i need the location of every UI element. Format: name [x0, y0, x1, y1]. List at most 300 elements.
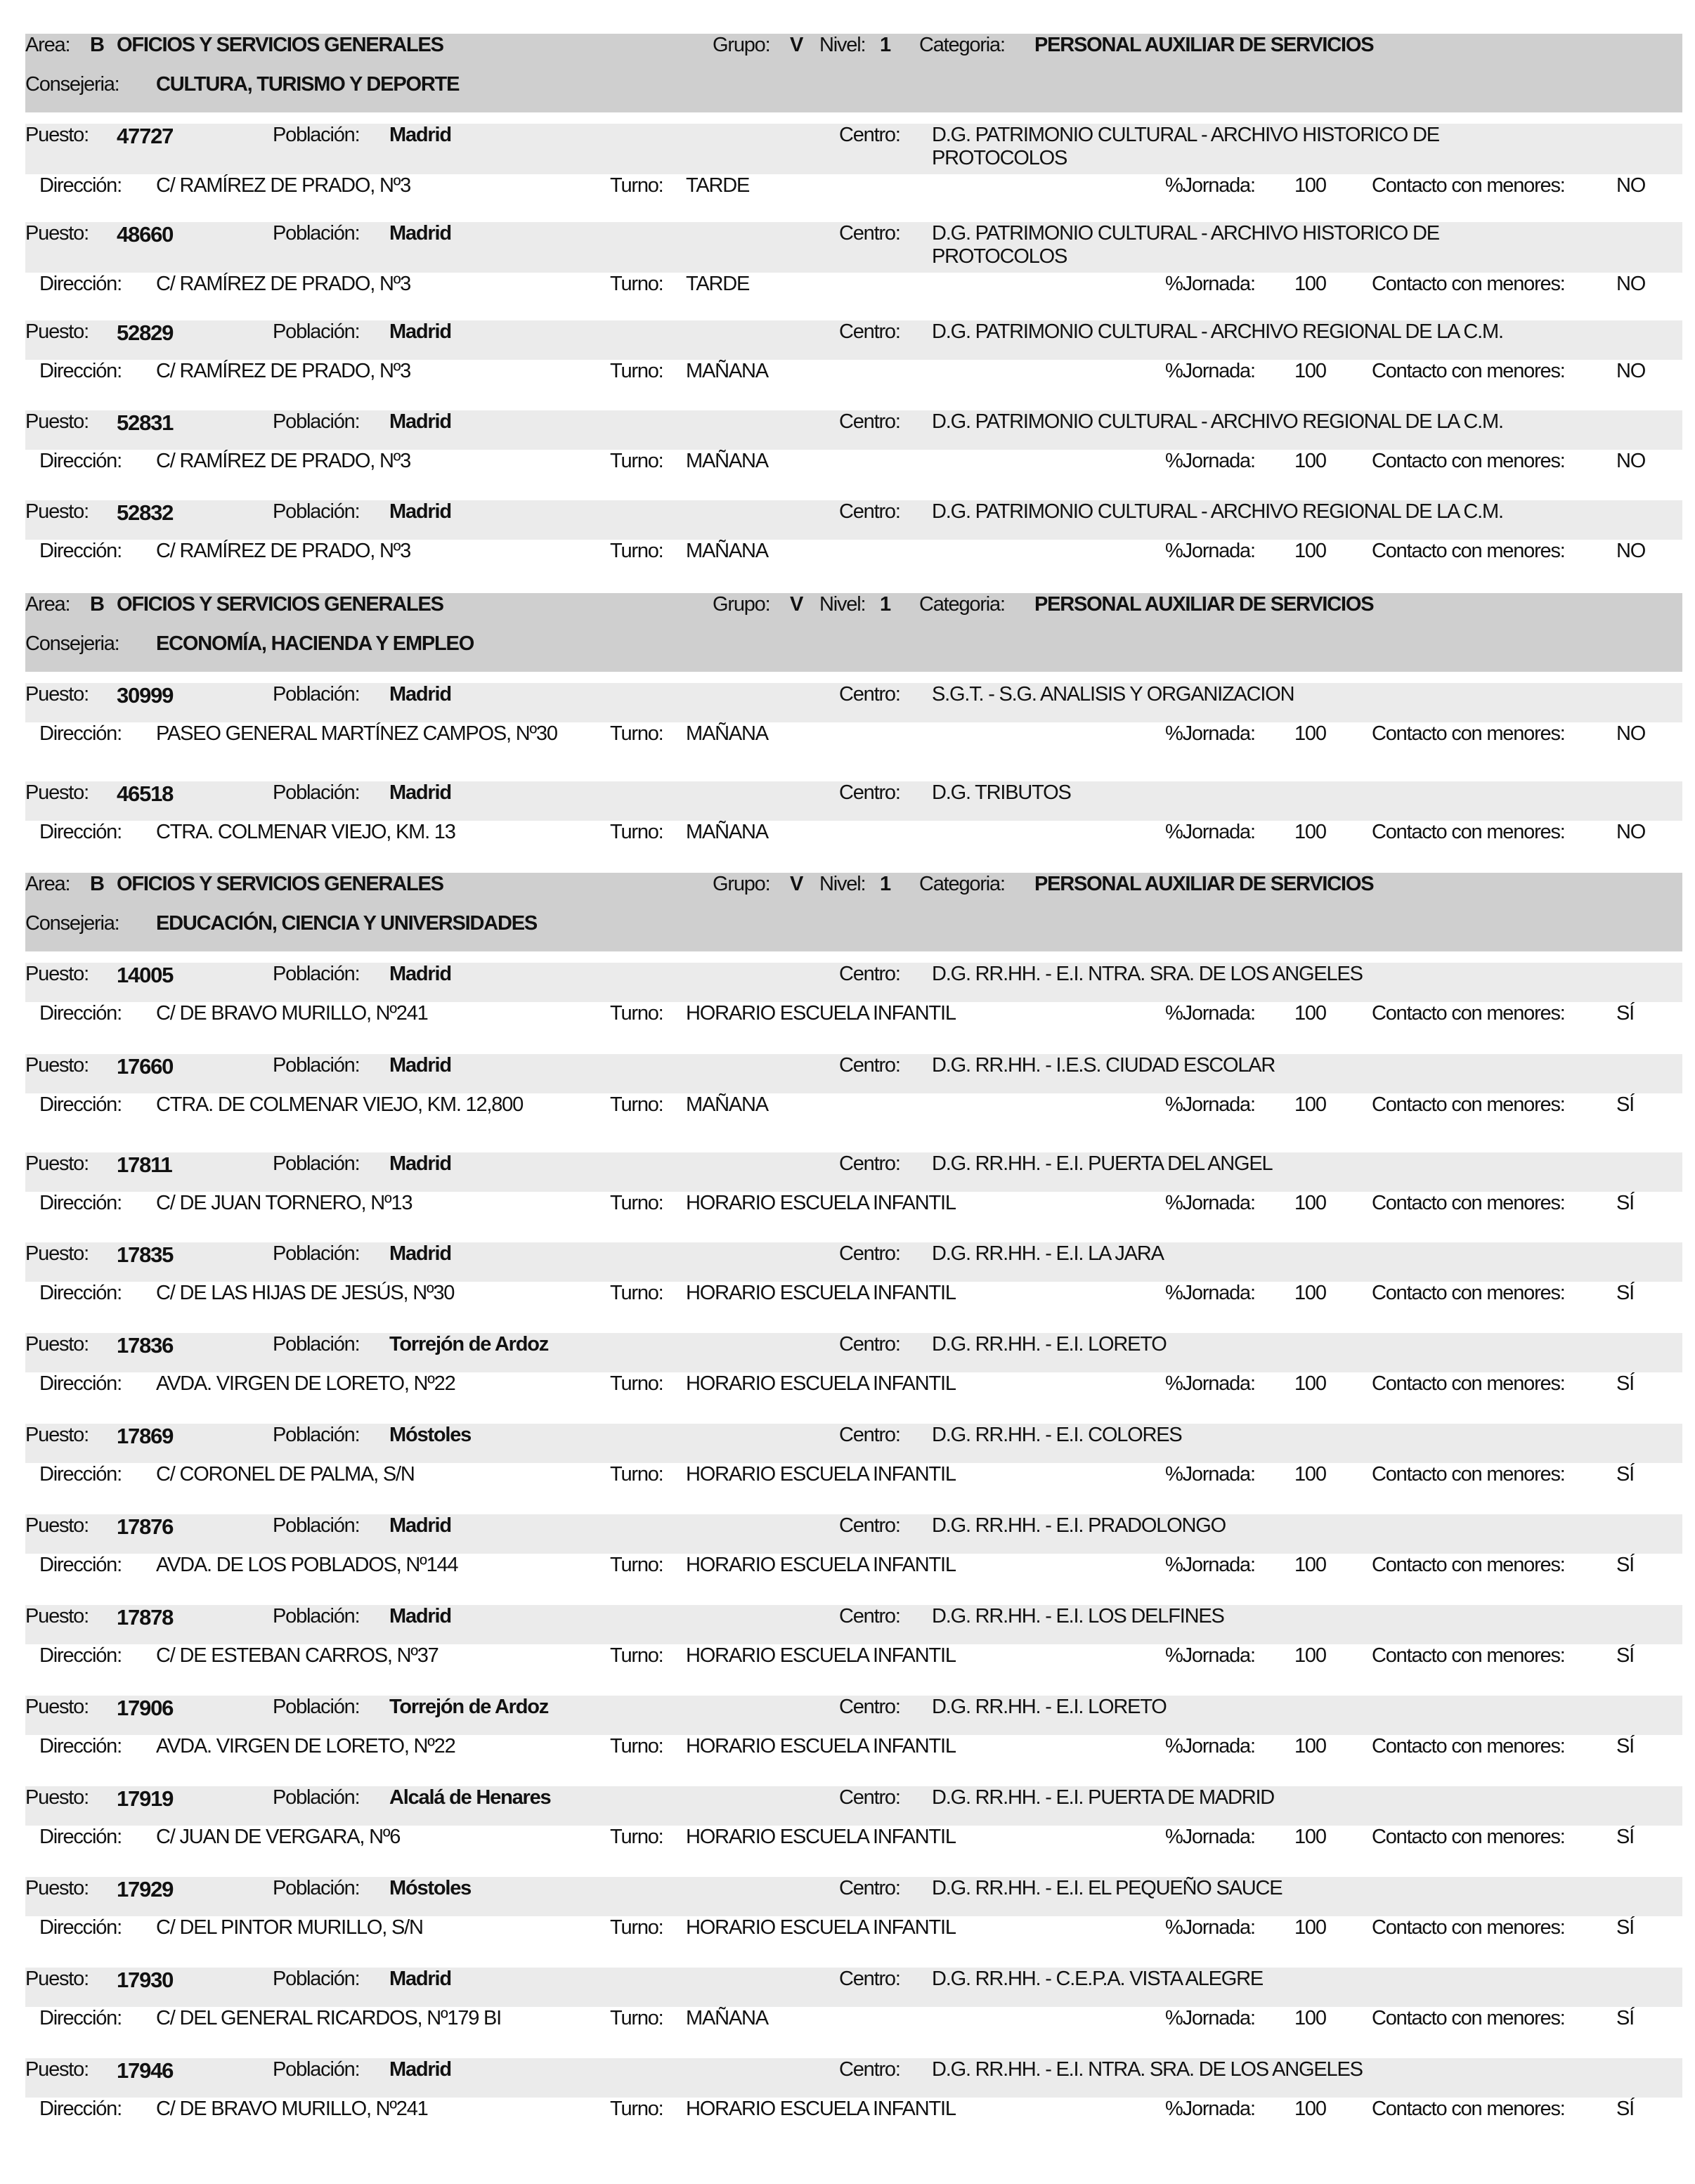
direccion-value: C/ DE ESTEBAN CARROS, Nº37 — [156, 1644, 439, 1667]
jornada-value: 100 — [1294, 1644, 1326, 1667]
direccion-value: C/ DE BRAVO MURILLO, Nº241 — [156, 2098, 428, 2120]
contacto-value: SÍ — [1616, 1554, 1634, 1576]
entry-puesto-row — [25, 1696, 1682, 1735]
jornada-label: %Jornada: — [1165, 1735, 1255, 1757]
centro-value: D.G. RR.HH. - E.I. PUERTA DEL ANGEL — [932, 1152, 1273, 1175]
direccion-label: Dirección: — [39, 1735, 122, 1757]
puesto-label: Puesto: — [25, 1514, 89, 1537]
consejeria-label: Consejeria: — [25, 73, 119, 96]
puesto-label: Puesto: — [25, 1968, 89, 1990]
puesto-label: Puesto: — [25, 1696, 89, 1718]
centro-label: Centro: — [839, 222, 900, 245]
puesto-number: 17835 — [117, 1242, 174, 1267]
contacto-value: NO — [1616, 540, 1646, 562]
jornada-label: %Jornada: — [1165, 1192, 1255, 1214]
contacto-label: Contacto con menores: — [1372, 450, 1565, 472]
puesto-number: 14005 — [117, 963, 174, 987]
puesto-number: 47727 — [117, 124, 174, 148]
direccion-value: C/ RAMÍREZ DE PRADO, Nº3 — [156, 450, 411, 472]
direccion-value: C/ RAMÍREZ DE PRADO, Nº3 — [156, 273, 411, 295]
centro-label: Centro: — [839, 1514, 900, 1537]
contacto-label: Contacto con menores: — [1372, 1916, 1565, 1939]
turno-value: TARDE — [686, 174, 750, 197]
categoria-label: Categoria: — [919, 34, 1005, 56]
jornada-label: %Jornada: — [1165, 1463, 1255, 1486]
centro-value: S.G.T. - S.G. ANALISIS Y ORGANIZACION — [932, 683, 1294, 706]
turno-label: Turno: — [610, 360, 663, 382]
direccion-value: C/ DE BRAVO MURILLO, Nº241 — [156, 1002, 428, 1025]
puesto-label: Puesto: — [25, 222, 89, 245]
categoria-value: PERSONAL AUXILIAR DE SERVICIOS — [1034, 34, 1374, 56]
puesto-number: 52832 — [117, 500, 174, 525]
turno-label: Turno: — [610, 1093, 663, 1116]
entry-direccion-row — [25, 2007, 1682, 2032]
turno-value: MAÑANA — [686, 450, 768, 472]
consejeria-label: Consejeria: — [25, 632, 119, 655]
turno-label: Turno: — [610, 1463, 663, 1486]
area-code: B — [90, 873, 104, 895]
consejeria-label: Consejeria: — [25, 912, 119, 935]
jornada-label: %Jornada: — [1165, 174, 1255, 197]
area-label: Area: — [25, 873, 70, 895]
poblacion-value: Madrid — [389, 124, 451, 146]
entry-direccion-row — [25, 1282, 1682, 1307]
turno-label: Turno: — [610, 1282, 663, 1304]
centro-label: Centro: — [839, 1696, 900, 1718]
jornada-label: %Jornada: — [1165, 1372, 1255, 1395]
puesto-number: 17946 — [117, 2058, 174, 2083]
direccion-value: C/ DEL PINTOR MURILLO, S/N — [156, 1916, 423, 1939]
poblacion-label: Población: — [273, 410, 360, 433]
direccion-value: AVDA. VIRGEN DE LORETO, Nº22 — [156, 1372, 455, 1395]
contacto-label: Contacto con menores: — [1372, 1735, 1565, 1757]
centro-label: Centro: — [839, 683, 900, 706]
turno-value: HORARIO ESCUELA INFANTIL — [686, 1644, 956, 1667]
contacto-label: Contacto con menores: — [1372, 1554, 1565, 1576]
centro-value: D.G. RR.HH. - E.I. PRADOLONGO — [932, 1514, 1226, 1537]
area-label: Area: — [25, 593, 70, 616]
puesto-number: 17906 — [117, 1696, 174, 1720]
centro-value: D.G. RR.HH. - E.I. NTRA. SRA. DE LOS ANGELES — [932, 2058, 1363, 2081]
puesto-number: 17878 — [117, 1605, 174, 1630]
poblacion-label: Población: — [273, 781, 360, 804]
puesto-label: Puesto: — [25, 1333, 89, 1356]
poblacion-value: Madrid — [389, 320, 451, 343]
turno-label: Turno: — [610, 1826, 663, 1848]
turno-value: HORARIO ESCUELA INFANTIL — [686, 2098, 956, 2120]
jornada-value: 100 — [1294, 450, 1326, 472]
area-name: OFICIOS Y SERVICIOS GENERALES — [117, 34, 443, 56]
entry-direccion-row — [25, 821, 1682, 846]
centro-label: Centro: — [839, 1605, 900, 1627]
contacto-label: Contacto con menores: — [1372, 1826, 1565, 1848]
entry-direccion-row — [25, 1644, 1682, 1670]
contacto-value: NO — [1616, 174, 1646, 197]
poblacion-value: Madrid — [389, 500, 451, 523]
section-header — [25, 34, 1682, 112]
jornada-label: %Jornada: — [1165, 1554, 1255, 1576]
entry-direccion-row — [25, 273, 1682, 298]
entry-direccion-row — [25, 1002, 1682, 1027]
entry-puesto-row — [25, 222, 1682, 273]
turno-value: HORARIO ESCUELA INFANTIL — [686, 1826, 956, 1848]
direccion-value: C/ DEL GENERAL RICARDOS, Nº179 BI — [156, 2007, 501, 2029]
contacto-label: Contacto con menores: — [1372, 1282, 1565, 1304]
puesto-number: 17811 — [117, 1152, 172, 1177]
area-code: B — [90, 34, 104, 56]
centro-label: Centro: — [839, 1054, 900, 1077]
direccion-label: Dirección: — [39, 1644, 122, 1667]
section-header — [25, 873, 1682, 951]
puesto-label: Puesto: — [25, 683, 89, 706]
puesto-number: 30999 — [117, 683, 174, 708]
direccion-value: AVDA. DE LOS POBLADOS, Nº144 — [156, 1554, 458, 1576]
puesto-number: 17929 — [117, 1877, 174, 1902]
grupo-value: V — [790, 34, 803, 56]
jornada-value: 100 — [1294, 821, 1326, 843]
entry-direccion-row — [25, 1463, 1682, 1488]
poblacion-value: Madrid — [389, 683, 451, 706]
poblacion-label: Población: — [273, 963, 360, 985]
area-name: OFICIOS Y SERVICIOS GENERALES — [117, 593, 443, 616]
turno-value: MAÑANA — [686, 1093, 768, 1116]
entry-puesto-row — [25, 1605, 1682, 1644]
entry-direccion-row — [25, 540, 1682, 565]
turno-value: MAÑANA — [686, 360, 768, 382]
turno-value: MAÑANA — [686, 2007, 768, 2029]
grupo-label: Grupo: — [713, 34, 770, 56]
turno-label: Turno: — [610, 2007, 663, 2029]
poblacion-label: Población: — [273, 1424, 360, 1446]
jornada-label: %Jornada: — [1165, 540, 1255, 562]
puesto-label: Puesto: — [25, 1242, 89, 1265]
centro-value: D.G. RR.HH. - E.I. PUERTA DE MADRID — [932, 1786, 1275, 1809]
turno-value: HORARIO ESCUELA INFANTIL — [686, 1002, 956, 1025]
poblacion-value: Madrid — [389, 963, 451, 985]
entry-direccion-row — [25, 360, 1682, 385]
direccion-label: Dirección: — [39, 1002, 122, 1025]
entry-puesto-row — [25, 683, 1682, 722]
jornada-label: %Jornada: — [1165, 722, 1255, 745]
nivel-value: 1 — [880, 873, 890, 895]
contacto-label: Contacto con menores: — [1372, 1644, 1565, 1667]
poblacion-value: Madrid — [389, 1152, 451, 1175]
contacto-value: SÍ — [1616, 1826, 1634, 1848]
categoria-value: PERSONAL AUXILIAR DE SERVICIOS — [1034, 873, 1374, 895]
direccion-label: Dirección: — [39, 1916, 122, 1939]
jornada-value: 100 — [1294, 1826, 1326, 1848]
poblacion-label: Población: — [273, 1605, 360, 1627]
contacto-label: Contacto con menores: — [1372, 821, 1565, 843]
consejeria-value: ECONOMÍA, HACIENDA Y EMPLEO — [156, 632, 474, 655]
turno-value: HORARIO ESCUELA INFANTIL — [686, 1735, 956, 1757]
turno-label: Turno: — [610, 821, 663, 843]
jornada-label: %Jornada: — [1165, 1826, 1255, 1848]
direccion-label: Dirección: — [39, 360, 122, 382]
turno-label: Turno: — [610, 1916, 663, 1939]
turno-value: HORARIO ESCUELA INFANTIL — [686, 1916, 956, 1939]
centro-label: Centro: — [839, 320, 900, 343]
turno-value: HORARIO ESCUELA INFANTIL — [686, 1372, 956, 1395]
centro-value: D.G. PATRIMONIO CULTURAL - ARCHIVO HISTORICO DE PROTOCOLOS — [932, 222, 1439, 268]
direccion-label: Dirección: — [39, 273, 122, 295]
centro-label: Centro: — [839, 500, 900, 523]
jornada-value: 100 — [1294, 2098, 1326, 2120]
centro-value: D.G. PATRIMONIO CULTURAL - ARCHIVO REGIONAL DE LA C.M. — [932, 410, 1503, 433]
turno-value: HORARIO ESCUELA INFANTIL — [686, 1554, 956, 1576]
jornada-value: 100 — [1294, 174, 1326, 197]
entry-puesto-row — [25, 124, 1682, 174]
jornada-value: 100 — [1294, 1372, 1326, 1395]
entry-puesto-row — [25, 1514, 1682, 1554]
poblacion-value: Torrejón de Ardoz — [389, 1333, 549, 1356]
contacto-value: SÍ — [1616, 1093, 1634, 1116]
puesto-number: 17876 — [117, 1514, 174, 1539]
jornada-label: %Jornada: — [1165, 1093, 1255, 1116]
centro-label: Centro: — [839, 963, 900, 985]
poblacion-value: Madrid — [389, 781, 451, 804]
turno-value: MAÑANA — [686, 722, 768, 745]
direccion-label: Dirección: — [39, 2007, 122, 2029]
contacto-value: SÍ — [1616, 1372, 1634, 1395]
contacto-value: SÍ — [1616, 2007, 1634, 2029]
centro-value: D.G. RR.HH. - E.I. COLORES — [932, 1424, 1182, 1446]
poblacion-value: Madrid — [389, 1968, 451, 1990]
centro-label: Centro: — [839, 1242, 900, 1265]
direccion-label: Dirección: — [39, 1282, 122, 1304]
puesto-number: 17930 — [117, 1968, 174, 1992]
poblacion-value: Madrid — [389, 2058, 451, 2081]
jornada-label: %Jornada: — [1165, 1282, 1255, 1304]
direccion-label: Dirección: — [39, 2098, 122, 2120]
contacto-value: NO — [1616, 722, 1646, 745]
puesto-number: 52831 — [117, 410, 174, 435]
centro-value: D.G. RR.HH. - E.I. NTRA. SRA. DE LOS ANGELES — [932, 963, 1363, 985]
contacto-label: Contacto con menores: — [1372, 273, 1565, 295]
entry-puesto-row — [25, 410, 1682, 450]
grupo-value: V — [790, 873, 803, 895]
jornada-label: %Jornada: — [1165, 1002, 1255, 1025]
puesto-label: Puesto: — [25, 2058, 89, 2081]
poblacion-value: Madrid — [389, 1605, 451, 1627]
puesto-label: Puesto: — [25, 1424, 89, 1446]
puesto-label: Puesto: — [25, 124, 89, 146]
direccion-value: CTRA. COLMENAR VIEJO, KM. 13 — [156, 821, 455, 843]
centro-label: Centro: — [839, 1152, 900, 1175]
poblacion-label: Población: — [273, 124, 360, 146]
contacto-label: Contacto con menores: — [1372, 174, 1565, 197]
jornada-value: 100 — [1294, 360, 1326, 382]
categoria-label: Categoria: — [919, 873, 1005, 895]
centro-value: D.G. RR.HH. - E.I. EL PEQUEÑO SAUCE — [932, 1877, 1282, 1899]
turno-label: Turno: — [610, 1554, 663, 1576]
entry-direccion-row — [25, 1826, 1682, 1851]
turno-value: HORARIO ESCUELA INFANTIL — [686, 1282, 956, 1304]
jornada-value: 100 — [1294, 722, 1326, 745]
contacto-label: Contacto con menores: — [1372, 1463, 1565, 1486]
turno-label: Turno: — [610, 1002, 663, 1025]
area-name: OFICIOS Y SERVICIOS GENERALES — [117, 873, 443, 895]
direccion-label: Dirección: — [39, 1093, 122, 1116]
jornada-label: %Jornada: — [1165, 1916, 1255, 1939]
entry-direccion-row — [25, 450, 1682, 475]
centro-value: D.G. RR.HH. - E.I. LOS DELFINES — [932, 1605, 1224, 1627]
contacto-value: SÍ — [1616, 1463, 1634, 1486]
entry-direccion-row — [25, 1554, 1682, 1579]
contacto-label: Contacto con menores: — [1372, 540, 1565, 562]
centro-label: Centro: — [839, 781, 900, 804]
consejeria-value: EDUCACIÓN, CIENCIA Y UNIVERSIDADES — [156, 912, 537, 935]
entry-puesto-row — [25, 781, 1682, 821]
centro-value: D.G. RR.HH. - E.I. LORETO — [932, 1696, 1167, 1718]
grupo-label: Grupo: — [713, 873, 770, 895]
grupo-value: V — [790, 593, 803, 616]
puesto-number: 48660 — [117, 222, 174, 247]
contacto-label: Contacto con menores: — [1372, 1372, 1565, 1395]
contacto-value: SÍ — [1616, 1192, 1634, 1214]
direccion-value: AVDA. VIRGEN DE LORETO, Nº22 — [156, 1735, 455, 1757]
turno-value: MAÑANA — [686, 821, 768, 843]
direccion-label: Dirección: — [39, 821, 122, 843]
entry-puesto-row — [25, 1877, 1682, 1916]
direccion-label: Dirección: — [39, 1372, 122, 1395]
puesto-number: 46518 — [117, 781, 174, 806]
puesto-label: Puesto: — [25, 500, 89, 523]
jornada-label: %Jornada: — [1165, 2007, 1255, 2029]
entry-direccion-row — [25, 722, 1682, 766]
turno-value: HORARIO ESCUELA INFANTIL — [686, 1463, 956, 1486]
entry-puesto-row — [25, 1152, 1682, 1192]
poblacion-label: Población: — [273, 500, 360, 523]
turno-value: HORARIO ESCUELA INFANTIL — [686, 1192, 956, 1214]
categoria-value: PERSONAL AUXILIAR DE SERVICIOS — [1034, 593, 1374, 616]
direccion-value: PASEO GENERAL MARTÍNEZ CAMPOS, Nº30 — [156, 722, 557, 745]
direccion-label: Dirección: — [39, 540, 122, 562]
poblacion-value: Torrejón de Ardoz — [389, 1696, 549, 1718]
direccion-value: C/ CORONEL DE PALMA, S/N — [156, 1463, 415, 1486]
centro-value: D.G. TRIBUTOS — [932, 781, 1071, 804]
jornada-value: 100 — [1294, 1916, 1326, 1939]
direccion-label: Dirección: — [39, 1192, 122, 1214]
nivel-label: Nivel: — [819, 593, 866, 616]
entry-puesto-row — [25, 1054, 1682, 1093]
entry-puesto-row — [25, 1333, 1682, 1372]
poblacion-value: Móstoles — [389, 1424, 472, 1446]
poblacion-label: Población: — [273, 683, 360, 706]
turno-label: Turno: — [610, 174, 663, 197]
centro-label: Centro: — [839, 2058, 900, 2081]
entry-puesto-row — [25, 500, 1682, 540]
entry-puesto-row — [25, 1242, 1682, 1282]
direccion-label: Dirección: — [39, 722, 122, 745]
centro-label: Centro: — [839, 124, 900, 146]
centro-value: D.G. PATRIMONIO CULTURAL - ARCHIVO REGIONAL DE LA C.M. — [932, 320, 1503, 343]
puesto-label: Puesto: — [25, 1054, 89, 1077]
centro-label: Centro: — [839, 1877, 900, 1899]
direccion-label: Dirección: — [39, 1463, 122, 1486]
turno-value: MAÑANA — [686, 540, 768, 562]
direccion-value: CTRA. DE COLMENAR VIEJO, KM. 12,800 — [156, 1093, 524, 1116]
entry-puesto-row — [25, 320, 1682, 360]
turno-label: Turno: — [610, 1372, 663, 1395]
entry-puesto-row — [25, 1968, 1682, 2007]
jornada-label: %Jornada: — [1165, 450, 1255, 472]
entry-direccion-row — [25, 2098, 1682, 2123]
entry-puesto-row — [25, 963, 1682, 1002]
centro-label: Centro: — [839, 1786, 900, 1809]
centro-label: Centro: — [839, 1424, 900, 1446]
nivel-value: 1 — [880, 34, 890, 56]
contacto-label: Contacto con menores: — [1372, 360, 1565, 382]
direccion-value: C/ DE LAS HIJAS DE JESÚS, Nº30 — [156, 1282, 455, 1304]
jornada-label: %Jornada: — [1165, 360, 1255, 382]
centro-label: Centro: — [839, 410, 900, 433]
nivel-label: Nivel: — [819, 34, 866, 56]
poblacion-value: Madrid — [389, 222, 451, 245]
area-label: Area: — [25, 34, 70, 56]
poblacion-value: Madrid — [389, 1054, 451, 1077]
direccion-value: C/ DE JUAN TORNERO, Nº13 — [156, 1192, 413, 1214]
centro-label: Centro: — [839, 1333, 900, 1356]
entry-direccion-row — [25, 1192, 1682, 1217]
poblacion-label: Población: — [273, 1054, 360, 1077]
contacto-value: SÍ — [1616, 2098, 1634, 2120]
nivel-value: 1 — [880, 593, 890, 616]
poblacion-value: Alcalá de Henares — [389, 1786, 551, 1809]
direccion-value: C/ JUAN DE VERGARA, Nº6 — [156, 1826, 401, 1848]
jornada-value: 100 — [1294, 2007, 1326, 2029]
puesto-number: 17660 — [117, 1054, 174, 1079]
contacto-label: Contacto con menores: — [1372, 2007, 1565, 2029]
centro-value: D.G. RR.HH. - C.E.P.A. VISTA ALEGRE — [932, 1968, 1264, 1990]
centro-value: D.G. RR.HH. - E.I. LORETO — [932, 1333, 1167, 1356]
jornada-value: 100 — [1294, 1002, 1326, 1025]
puesto-number: 17836 — [117, 1333, 174, 1358]
direccion-value: C/ RAMÍREZ DE PRADO, Nº3 — [156, 360, 411, 382]
poblacion-label: Población: — [273, 2058, 360, 2081]
puesto-label: Puesto: — [25, 320, 89, 343]
entry-direccion-row — [25, 1735, 1682, 1760]
poblacion-label: Población: — [273, 222, 360, 245]
poblacion-label: Población: — [273, 1242, 360, 1265]
poblacion-label: Población: — [273, 1514, 360, 1537]
contacto-label: Contacto con menores: — [1372, 1093, 1565, 1116]
turno-label: Turno: — [610, 273, 663, 295]
contacto-label: Contacto con menores: — [1372, 1002, 1565, 1025]
contacto-value: SÍ — [1616, 1735, 1634, 1757]
contacto-value: SÍ — [1616, 1644, 1634, 1667]
centro-value: D.G. PATRIMONIO CULTURAL - ARCHIVO HISTORICO DE PROTOCOLOS — [932, 124, 1439, 169]
contacto-value: NO — [1616, 450, 1646, 472]
jornada-label: %Jornada: — [1165, 2098, 1255, 2120]
consejeria-value: CULTURA, TURISMO Y DEPORTE — [156, 73, 460, 96]
puesto-number: 17919 — [117, 1786, 174, 1811]
entry-puesto-row — [25, 1424, 1682, 1463]
contacto-label: Contacto con menores: — [1372, 2098, 1565, 2120]
puesto-label: Puesto: — [25, 1877, 89, 1899]
jornada-label: %Jornada: — [1165, 1644, 1255, 1667]
turno-label: Turno: — [610, 1735, 663, 1757]
contacto-value: SÍ — [1616, 1002, 1634, 1025]
turno-label: Turno: — [610, 1192, 663, 1214]
puesto-label: Puesto: — [25, 1786, 89, 1809]
entry-direccion-row — [25, 1093, 1682, 1137]
poblacion-label: Población: — [273, 1152, 360, 1175]
direccion-label: Dirección: — [39, 1826, 122, 1848]
area-code: B — [90, 593, 104, 616]
direccion-label: Dirección: — [39, 1554, 122, 1576]
direccion-value: C/ RAMÍREZ DE PRADO, Nº3 — [156, 174, 411, 197]
